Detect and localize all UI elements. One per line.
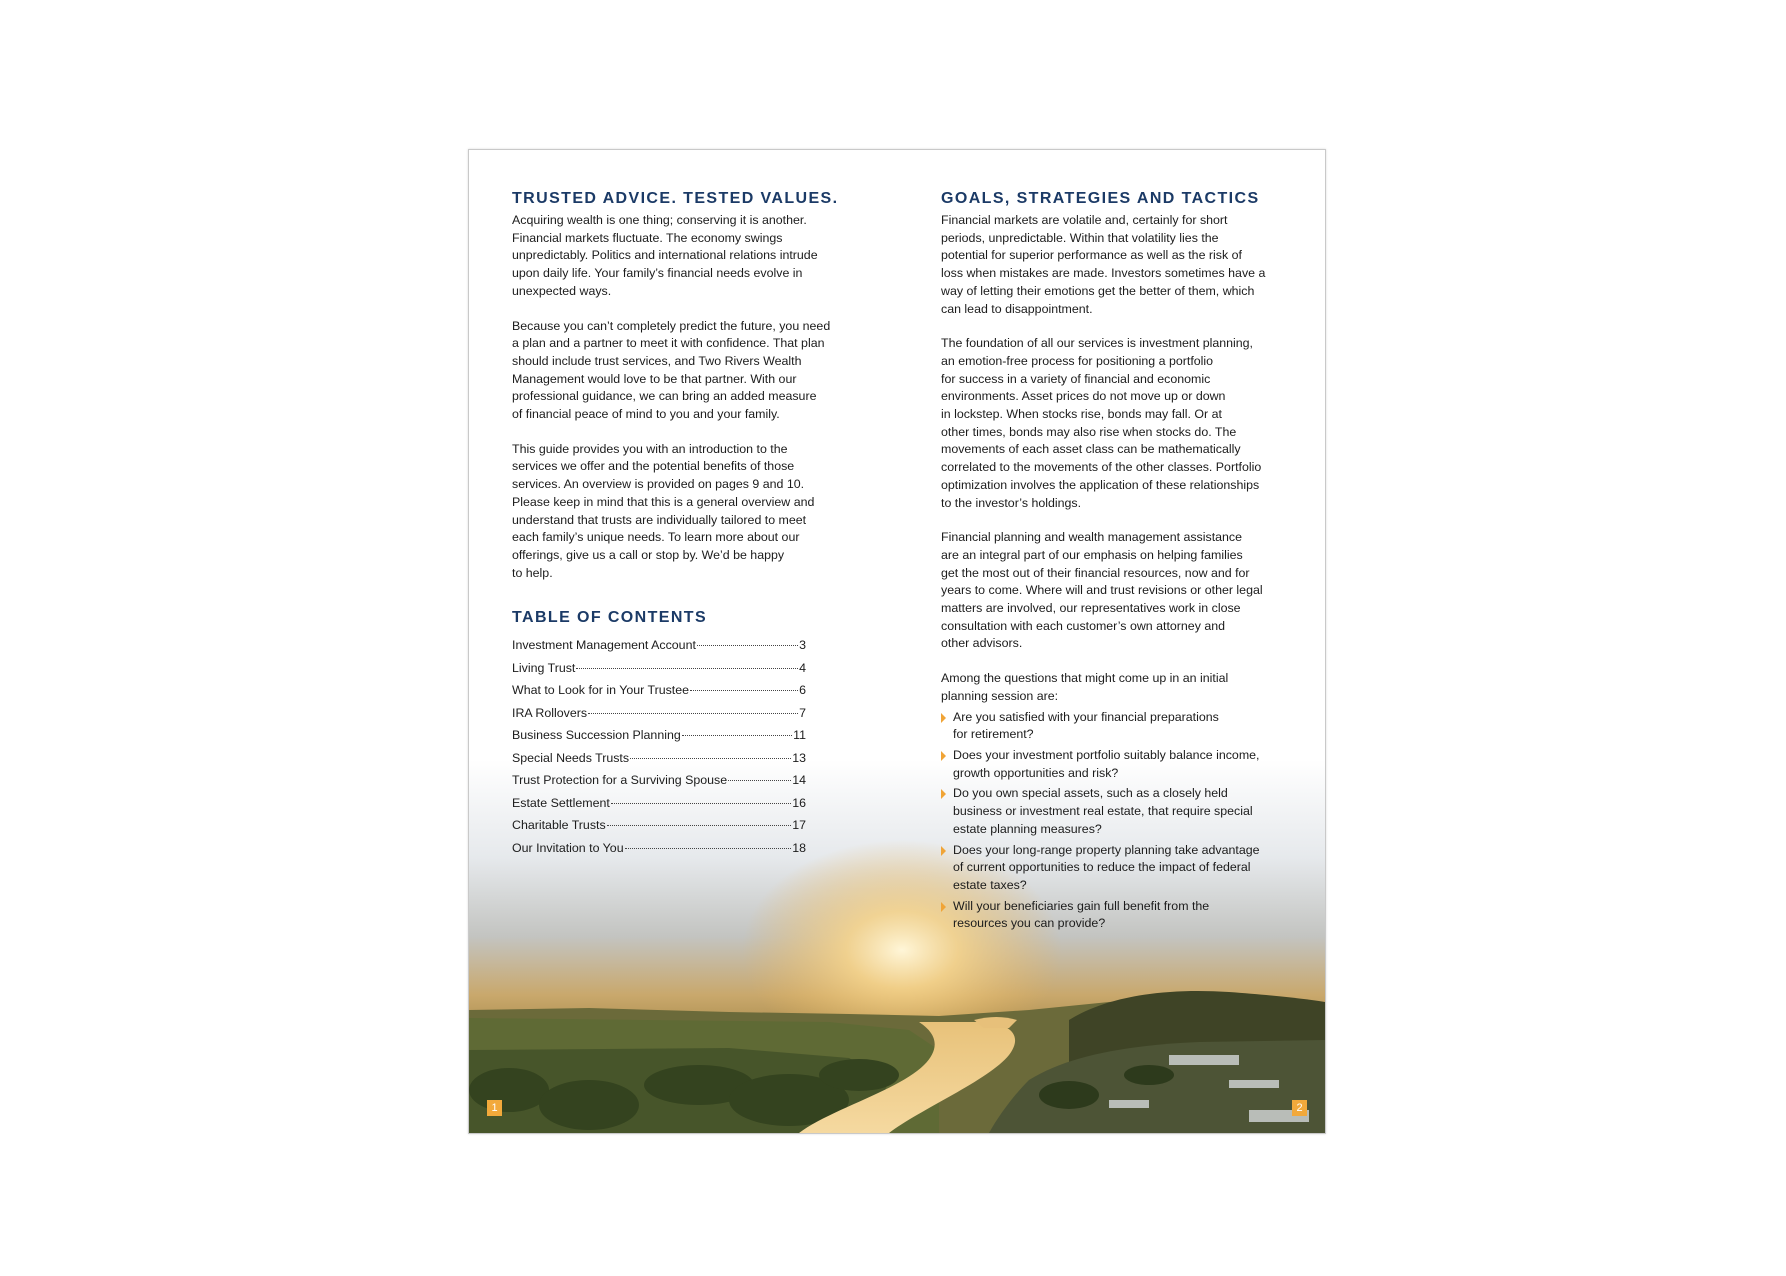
- question-text: Do you own special assets, such as a closely held business or investment real estate, that require special estate planning measures?: [953, 786, 1253, 836]
- toc-entry[interactable]: [512, 637, 806, 660]
- arrow-bullet-icon: [941, 902, 946, 912]
- toc-entry-title: Our Invitation to You: [512, 840, 624, 855]
- leader-dots: [682, 735, 792, 736]
- toc-entry-page: 11: [793, 728, 806, 743]
- goals-paragraph: Financial planning and wealth management assistance are an integral part of our emphasis on helping families get the most out of their financial resources, now and for years to come. Where will and trust revisions or other legal matters are involved, our representatives work in close consultation with each customer’s own attorney and other advisors.: [941, 530, 1263, 651]
- toc-entry-page: 7: [799, 705, 806, 720]
- toc-entry-page: 17: [792, 818, 806, 833]
- toc-entry-page: 16: [792, 795, 806, 810]
- question-item: [941, 747, 1293, 782]
- toc-entry-page: 18: [792, 840, 806, 855]
- right-page: [941, 190, 1293, 936]
- toc-entry[interactable]: [512, 660, 806, 683]
- intro-paragraph: Acquiring wealth is one thing; conserving it is another. Financial markets fluctuate. The economy swings unpredictably. Politics and international relations intrude upon daily life. Your family’s financial needs evolve in unexpected ways.: [512, 213, 818, 298]
- brochure-spread: [468, 149, 1326, 1134]
- toc-entry[interactable]: [512, 772, 806, 795]
- toc-entry-title: Business Succession Planning: [512, 728, 681, 743]
- toc-entry-title: IRA Rollovers: [512, 705, 588, 720]
- arrow-bullet-icon: [941, 846, 946, 856]
- question-item: [941, 709, 1293, 744]
- question-text: Does your investment portfolio suitably balance income, growth opportunities and risk?: [953, 747, 1260, 780]
- table-of-contents: [512, 637, 806, 862]
- question-text: Will your beneficiaries gain full benefit from the resources you can provide?: [953, 898, 1210, 931]
- toc-entry-page: 4: [799, 660, 806, 675]
- intro-paragraph: This guide provides you with an introduction to the services we offer and the potential benefits of those services. An overview is provided on pages 9 and 10. Please keep in mind that this is a general overview and understand that trusts are individually tailored to meet each family’s unique needs. To learn more about our offerings, give us a call or stop by. We’d be happy to help.: [512, 441, 815, 580]
- toc-entry-title: Trust Protection for a Surviving Spouse: [512, 773, 728, 788]
- toc-entry[interactable]: [512, 727, 806, 750]
- question-text: Does your long-range property planning take advantage of current opportunities to reduce the impact of federal estate taxes?: [953, 842, 1260, 892]
- goals-paragraph: Financial markets are volatile and, certainly for short periods, unpredictable. Within that volatility lies the potential for superior performance as well as the risk of loss when mistakes are made. Investors sometimes have a way of letting their emotions get the better of them, which can lead to disappointment.: [941, 213, 1266, 316]
- leader-dots: [697, 645, 798, 646]
- toc-entry-title: What to Look for in Your Trustee: [512, 683, 690, 698]
- intro-heading: TRUSTED ADVICE. TESTED VALUES.: [512, 190, 839, 207]
- leader-dots: [611, 803, 791, 804]
- leader-dots: [728, 780, 791, 781]
- toc-entry-page: 6: [799, 683, 806, 698]
- leader-dots: [630, 758, 791, 759]
- toc-heading: TABLE OF CONTENTS: [512, 609, 708, 627]
- page-number-right: 2: [1292, 1100, 1307, 1116]
- toc-entry-title: Charitable Trusts: [512, 818, 606, 833]
- question-item: [941, 842, 1293, 895]
- arrow-bullet-icon: [941, 789, 946, 799]
- goals-paragraph: Among the questions that might come up in an initial planning session are:: [941, 671, 1229, 703]
- toc-entry-title: Investment Management Account: [512, 638, 696, 653]
- toc-entry[interactable]: [512, 795, 806, 818]
- toc-entry-title: Estate Settlement: [512, 795, 610, 810]
- arrow-bullet-icon: [941, 713, 946, 723]
- leader-dots: [690, 690, 798, 691]
- question-item: [941, 785, 1293, 838]
- leader-dots: [625, 848, 792, 849]
- question-item: [941, 898, 1293, 933]
- intro-paragraph: Because you can’t completely predict the future, you need a plan and a partner to meet it with confidence. That plan should include trust services, and Two Rivers Wealth Management would love to be that partner. With our professional guidance, we can bring an added measure of financial peace of mind to you and your family.: [512, 318, 831, 422]
- goals-heading: GOALS, STRATEGIES AND TACTICS: [941, 190, 1260, 207]
- left-page: [512, 190, 857, 862]
- toc-entry[interactable]: [512, 682, 806, 705]
- question-text: Are you satisfied with your financial preparations for retirement?: [953, 709, 1219, 742]
- toc-entry[interactable]: [512, 705, 806, 728]
- arrow-bullet-icon: [941, 751, 946, 761]
- page-number-left: 1: [487, 1100, 502, 1116]
- planning-questions-list: [941, 709, 1293, 933]
- toc-entry-title: Special Needs Trusts: [512, 750, 630, 765]
- toc-entry[interactable]: [512, 840, 806, 863]
- leader-dots: [588, 713, 798, 714]
- toc-entry-title: Living Trust: [512, 660, 576, 675]
- leader-dots: [607, 825, 792, 826]
- toc-entry[interactable]: [512, 817, 806, 840]
- toc-entry[interactable]: [512, 750, 806, 773]
- toc-entry-page: 3: [799, 638, 806, 653]
- leader-dots: [576, 668, 798, 669]
- goals-paragraph: The foundation of all our services is investment planning, an emotion-free process for positioning a portfolio for success in a variety of financial and economic environments. Asset prices do not move up or down in lockstep. When stocks rise, bonds may fall. Or at other times, bonds may also rise when stocks do. The movements of each asset class can be mathematically correlated to the movements of the other classes. Portfolio optimization involves the application of these relationships to the investor’s holdings.: [941, 336, 1262, 510]
- toc-entry-page: 13: [792, 750, 806, 765]
- toc-entry-page: 14: [792, 773, 806, 788]
